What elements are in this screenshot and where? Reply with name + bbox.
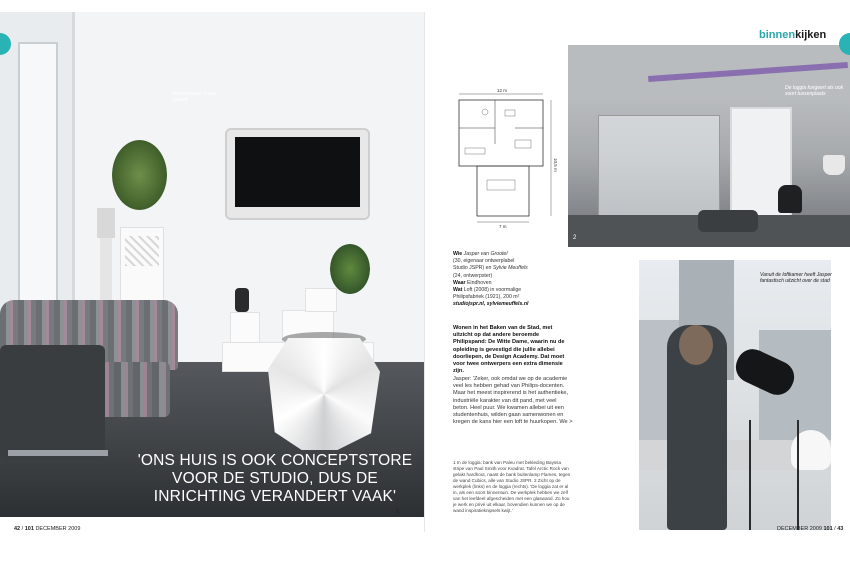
credit-line7: Philipsfabriek (1921), 200 m²	[453, 294, 520, 301]
credit-who-label: Wie	[453, 251, 463, 257]
issue-number: 101	[24, 526, 34, 532]
pull-quote: 'ONS HUIS IS OOK CONCEPTSTORE VOOR DE STUDIO, DUS DE INRICHTING VERANDERT VAAK'	[137, 452, 413, 505]
folio-left: 42 / 101 DECEMBER 2009	[14, 526, 81, 532]
credit-line2: (30, eigenaar ontwerplabel	[453, 258, 515, 265]
logo-part-2: kijken	[795, 29, 827, 41]
credit-line3a: Studio JSPR) en	[453, 265, 492, 272]
caption-number-1: 1	[396, 509, 400, 515]
left-page	[0, 12, 424, 532]
credit-websites: studiojspr.nl, sylviemeuffels.nl	[453, 301, 529, 308]
credit-what-label: Wat	[453, 287, 463, 294]
display-block-3	[305, 288, 337, 312]
floorplan-bottom-label: 7 m	[499, 224, 507, 228]
floorplan-width-label: 12 m	[497, 88, 508, 93]
small-plant	[330, 244, 370, 294]
striped-sofa	[0, 300, 178, 465]
credit-who-value: Jasper van Grootel	[463, 251, 508, 257]
credit-line4: (24, ontwerpster)	[453, 272, 493, 279]
living-room-photo	[0, 12, 424, 517]
credit-where-value: Eindhoven	[466, 279, 492, 286]
sculpture	[235, 288, 249, 312]
article-intro: Wonen in het Baken van de Stad, met uitzicht op dat andere beroemde Philipspand: De Witte Dame, waarin nu de opleiding is gevestigd die jullie allebei doorliepen, de Design Academy. Dat moet voor twee ontwerpers een extra dimensie zijn.	[453, 325, 565, 375]
display-block-1	[230, 312, 260, 346]
photo-caption-left: binnenkamer is een bruusk	[173, 91, 217, 103]
wall-tv	[225, 128, 370, 220]
credit-where-label: Waar	[453, 279, 466, 286]
photo3-caption: Vanuit de loftkamer heeft Jasper fantastisch uitzicht over de stad	[760, 272, 832, 284]
folio-right: DECEMBER 2009 101 / 43	[777, 526, 844, 532]
credit-line3b: Sylvie Meuffels	[492, 265, 528, 272]
geometric-table	[268, 338, 380, 450]
floorplan	[455, 88, 559, 228]
workspace-photo	[568, 45, 850, 247]
photo-captions: 1 In de loggia: bank van Paleu met bekleding Bayssa stripe van Paul Smith voor Kvadrat. Tafel Arctic Rock van gelakt hardhout, naast de bank buitenlamp Flames, tegen de wand Cubics, alle van Studio JSPR. 2 Zicht op de werkplek (links) en de loggia (rechts). 'De loggia zat er al in, als een soort binnentuin. De werkplek hebben we zelf van het leefdeel afgescheiden met een glaswand. Zo hou je werk en privé uit elkaar, bovendien kunnen we op de wand inspiratieknipsels kwijt.'	[453, 460, 571, 513]
page-number: 42	[14, 526, 21, 532]
issue-date: DECEMBER 2009	[35, 526, 81, 532]
telescope-photo	[639, 260, 831, 530]
tall-plant	[112, 140, 167, 210]
issue-date-right: DECEMBER 2009	[777, 526, 822, 532]
photo2-caption: De loggia fungeert als ook soort tussenplaats	[785, 85, 844, 97]
credits-box	[453, 251, 573, 309]
credit-what-value: Loft (2008) in voormalige	[463, 287, 522, 294]
photo2-number: 2	[573, 235, 577, 241]
window-frame	[0, 12, 75, 342]
article-body: Jasper: 'Zeker, ook omdat we op de academie veel les hebben gehad van Philips-docenten. Maar het meest inspirerend is het authentieke, industriële karakter van dit pand, met veel beton. Heel puur. We kwamen allebei uit een studentenhuis, wilden gaan samenwonen en kregen de kans hier een loft te huurkopen. We >	[453, 376, 573, 426]
floorplan-height-label: 10,5 m	[553, 158, 558, 172]
right-page	[425, 12, 850, 532]
section-logo	[759, 29, 826, 41]
logo-part-1: binnen	[759, 29, 796, 41]
page-number-right: 43	[837, 526, 844, 532]
issue-number-right: 101	[823, 526, 833, 532]
